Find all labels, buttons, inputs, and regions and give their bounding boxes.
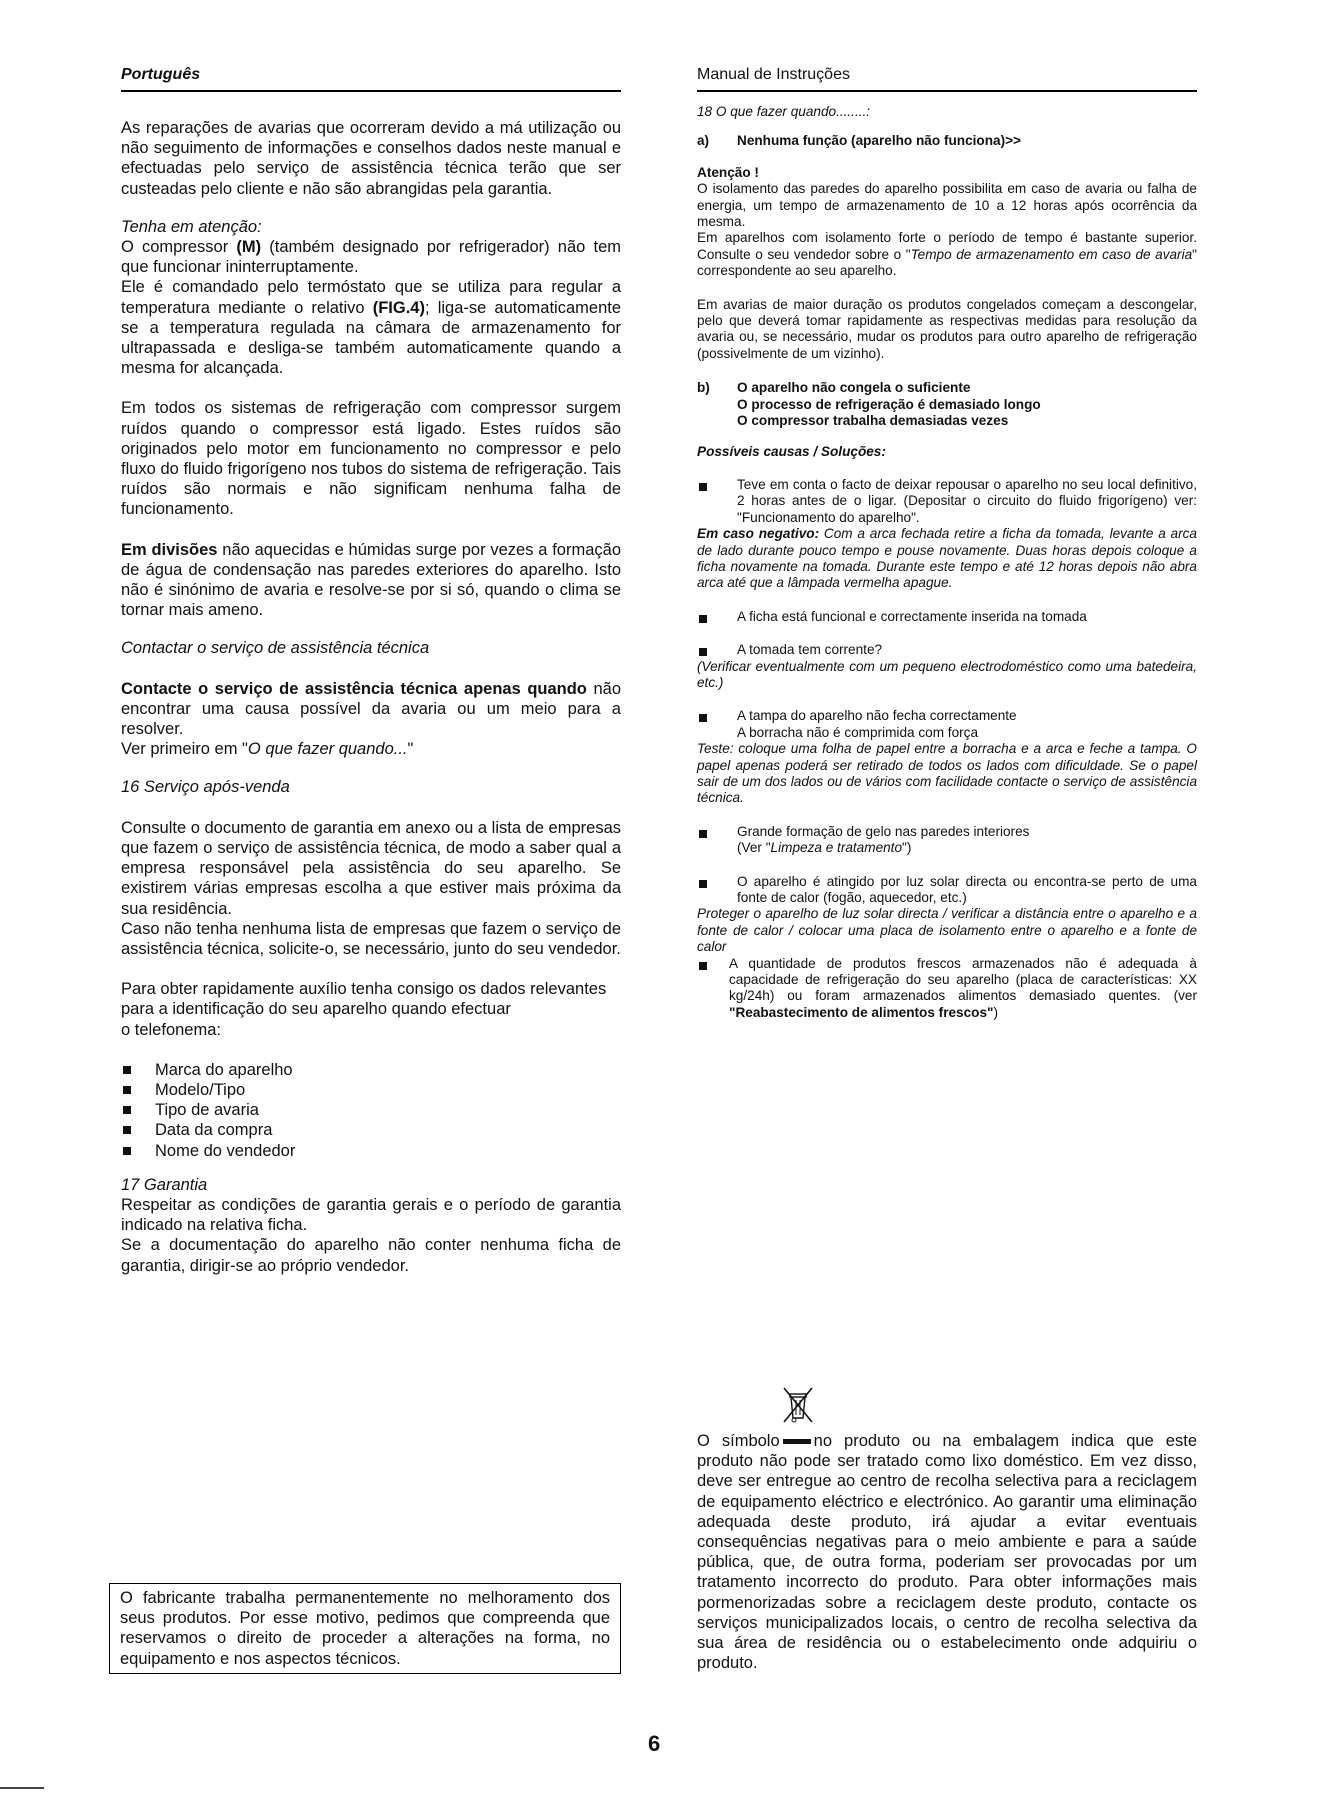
- contact-see-first: Ver primeiro em "O que fazer quando...": [121, 740, 414, 759]
- list-item: Nome do vendedor: [121, 1141, 621, 1161]
- section-18-title: 18 O que fazer quando........:: [697, 104, 871, 119]
- contact-service-paragraph: Contacte o serviço de assistência técnica apenas quando não encontrar uma causa possível da avaria ou um meio para a resolver.: [121, 679, 621, 739]
- section-16-paragraph-3: Para obter rapidamente auxílio tenha consigo os dados relevantes para a identificação do seu aparelho quando efectuar: [121, 980, 607, 1019]
- section-16-paragraph-3b: o telefonema:: [121, 1020, 221, 1039]
- cause-socket: A tomada tem corrente?: [697, 642, 1197, 658]
- intro-paragraph: As reparações de avarias que ocorreram devido a má utilização ou não seguimento de informações e conselhos dados neste manual e efectuadas pelo serviço de assistência técnica terão que ser custeadas pelo cliente e não são abrangidas pela garantia.: [121, 119, 621, 198]
- section-17-paragraph-1: Respeitar as condições de garantia gerais e o período de garantia indicado na relativa ficha.: [121, 1195, 621, 1235]
- cause-quantity: A quantidade de produtos frescos armazenados não é adequada à capacidade de refrigeração do seu aparelho (placa de características: XX kg/24h) ou foram armazenados alimentos demasiado quentes. (ver "Reabastecimento de alimentos frescos"): [697, 956, 1197, 1022]
- cause-lid: A tampa do aparelho não fecha correctamente A borracha não é comprimida com força: [697, 708, 1197, 741]
- bottom-edge-mark: [0, 1787, 44, 1789]
- language-header: Português: [121, 66, 621, 92]
- section-17-title: 17 Garantia: [121, 1175, 208, 1194]
- list-item: Marca do aparelho: [121, 1060, 621, 1080]
- list-item: Tipo de avaria: [121, 1100, 621, 1120]
- attention-text-1: O isolamento das paredes do aparelho possibilita em caso de avaria ou falha de energia, um tempo de armazenamento de 10 a 12 horas após ocorrência da mesma.: [697, 181, 1197, 230]
- attention-paragraph-1: O compressor (M) (também designado por refrigerador) não tem que funcionar ininterruptamente.: [121, 238, 621, 277]
- cause-settling-negative: Em caso negativo: Com a arca fechada retire a ficha da tomada, levante a arca de lado durante pouco tempo e pouse novamente. Duas horas depois coloque a ficha novamente na tomada. Durante este tempo e até 12 horas depois não abra arca até que a lâmpada vermelha apague.: [697, 526, 1197, 591]
- attention-heading: Atenção !: [697, 164, 759, 180]
- section-17-paragraph-2: Se a documentação do aparelho não conter nenhuma ficha de garantia, dirigir-se ao próprio vendedor.: [121, 1236, 621, 1275]
- cause-settling: Teve em conta o facto de deixar repousar o aparelho no seu local definitivo, 2 horas antes de o ligar. (Depositar o circuito do fluido frigorígeno) ver: "Funcionamento do aparelho".: [697, 477, 1197, 526]
- contact-service-title: Contactar o serviço de assistência técnica: [121, 639, 430, 658]
- right-column: [697, 66, 1197, 1021]
- solid-bar-symbol: [783, 1439, 811, 1444]
- manual-header: Manual de Instruções: [697, 66, 1197, 92]
- list-item: Data da compra: [121, 1120, 621, 1140]
- attention-paragraph-2: Ele é comandado pelo termóstato que se utiliza para regular a temperatura mediante o relativo (FIG.4); liga-se automaticamente se a temperatura regulada na câmara de armazenamento for ultrapassada e desliga-se também automaticamente quando a mesma for alcançada.: [121, 278, 622, 378]
- attention-text-2: Em aparelhos com isolamento forte o período de tempo é bastante superior. Consulte o seu vendedor sobre o "Tempo de armazenamento em caso de avaria" correspondente ao seu aparelho.: [697, 230, 1197, 279]
- manufacturer-notice-box: O fabricante trabalha permanentemente no melhoramento dos seus produtos. Por esse motivo, pedimos que compreenda que reservamos o direito de proceder a alterações na forma, no equipamento e nos aspectos técnicos.: [109, 1583, 621, 1674]
- attention-text-3: Em avarias de maior duração os produtos congelados começam a descongelar, pelo que deverá tomar rapidamente as respectivas medidas para resolução da avaria ou, se necessário, mudar os produtos para outro aparelho de refrigeração (possivelmente de um vizinho).: [697, 296, 1197, 361]
- attention-title: Tenha em atenção:: [121, 217, 262, 236]
- list-item: Modelo/Tipo: [121, 1080, 621, 1100]
- section-16-paragraph-1: Consulte o documento de garantia em anexo ou a lista de empresas que fazem o serviço de assistência técnica, de modo a saber qual a empresa responsável pela assistência do seu aparelho. Se existirem várias empresas escolha a que estiver mais próxima da sua residência.: [121, 818, 621, 918]
- cause-socket-check: (Verificar eventualmente com um pequeno electrodoméstico como uma batedeira, etc.): [697, 658, 1197, 690]
- condensation-paragraph: Em divisões não aquecidas e húmidas surge por vezes a formação de água de condensação nas paredes exteriores do aparelho. Isto não é sinónimo de avaria e resolve-se por si só, quando o clima se tornar mais ameno.: [121, 540, 621, 620]
- possible-causes-title: Possíveis causas / Soluções:: [697, 443, 886, 459]
- cause-sunlight: O aparelho é atingido por luz solar directa ou encontra-se perto de uma fonte de calor (fogão, aquecedor, etc.): [697, 874, 1197, 907]
- cause-sunlight-solution: Proteger o aparelho de luz solar directa / verificar a distância entre o aparelho e a fonte de calor / colocar uma placa de isolamento entre o aparelho e a fonte de calor: [697, 906, 1197, 955]
- left-column: [121, 66, 621, 1276]
- case-a-title: a) Nenhuma função (aparelho não funciona)>>: [697, 133, 1021, 149]
- case-b-title: b) O aparelho não congela o suficiente O processo de refrigeração é demasiado longo O compressor trabalha demasiadas vezes: [697, 380, 1041, 429]
- section-16-title: 16 Serviço após-venda: [121, 778, 290, 797]
- section-16-paragraph-2: Caso não tenha nenhuma lista de empresas que fazem o serviço de assistência técnica, solicite-o, se necessário, junto do seu vendedor.: [121, 919, 621, 958]
- weee-disposal-paragraph: O símbolo no produto ou na embalagem indica que este produto não pode ser tratado como lixo doméstico. Em vez disso, deve ser entregue ao centro de recolha selectiva para a reciclagem de equipamento eléctrico e electrónico. Ao garantir uma eliminação adequada deste produto, irá ajudar a evitar eventuais consequências negativas para o meio ambiente e para a saúde pública, que, de outra forma, poderiam ser provocadas por um tratamento incorrecto do produto. Para obter informações mais pormenorizadas sobre a reciclagem deste produto, contacte os serviços municipalizados locais, o centro de recolha selectiva da sua área de residência ou o estabelecimento onde adquiriu o produto.: [697, 1432, 1197, 1673]
- cause-ice: Grande formação de gelo nas paredes interiores (Ver "Limpeza e tratamento"): [697, 824, 1197, 857]
- noise-paragraph: Em todos os sistemas de refrigeração com compressor surgem ruídos quando o compressor está ligado. Estes ruídos são originados pelo motor em funcionamento no compressor e pelo fluxo do fluido frigorígeno nos tubos do sistema de refrigeração. Tais ruídos são normais e não significam nenhuma falha de funcionamento.: [121, 399, 621, 519]
- service-data-list: [121, 1060, 621, 1161]
- cause-lid-test: Teste: coloque uma folha de papel entre a borracha e a arca e feche a tampa. O papel apenas poderá ser retirado de todos os lados com dificuldade. Se o papel sair de um dos lados ou de vários com facilidade contacte o serviço de assistência técnica.: [697, 741, 1197, 806]
- cause-plug: A ficha está funcional e correctamente inserida na tomada: [697, 609, 1197, 625]
- crossed-out-bin-icon: [780, 1385, 816, 1425]
- page-number: 6: [648, 1731, 661, 1756]
